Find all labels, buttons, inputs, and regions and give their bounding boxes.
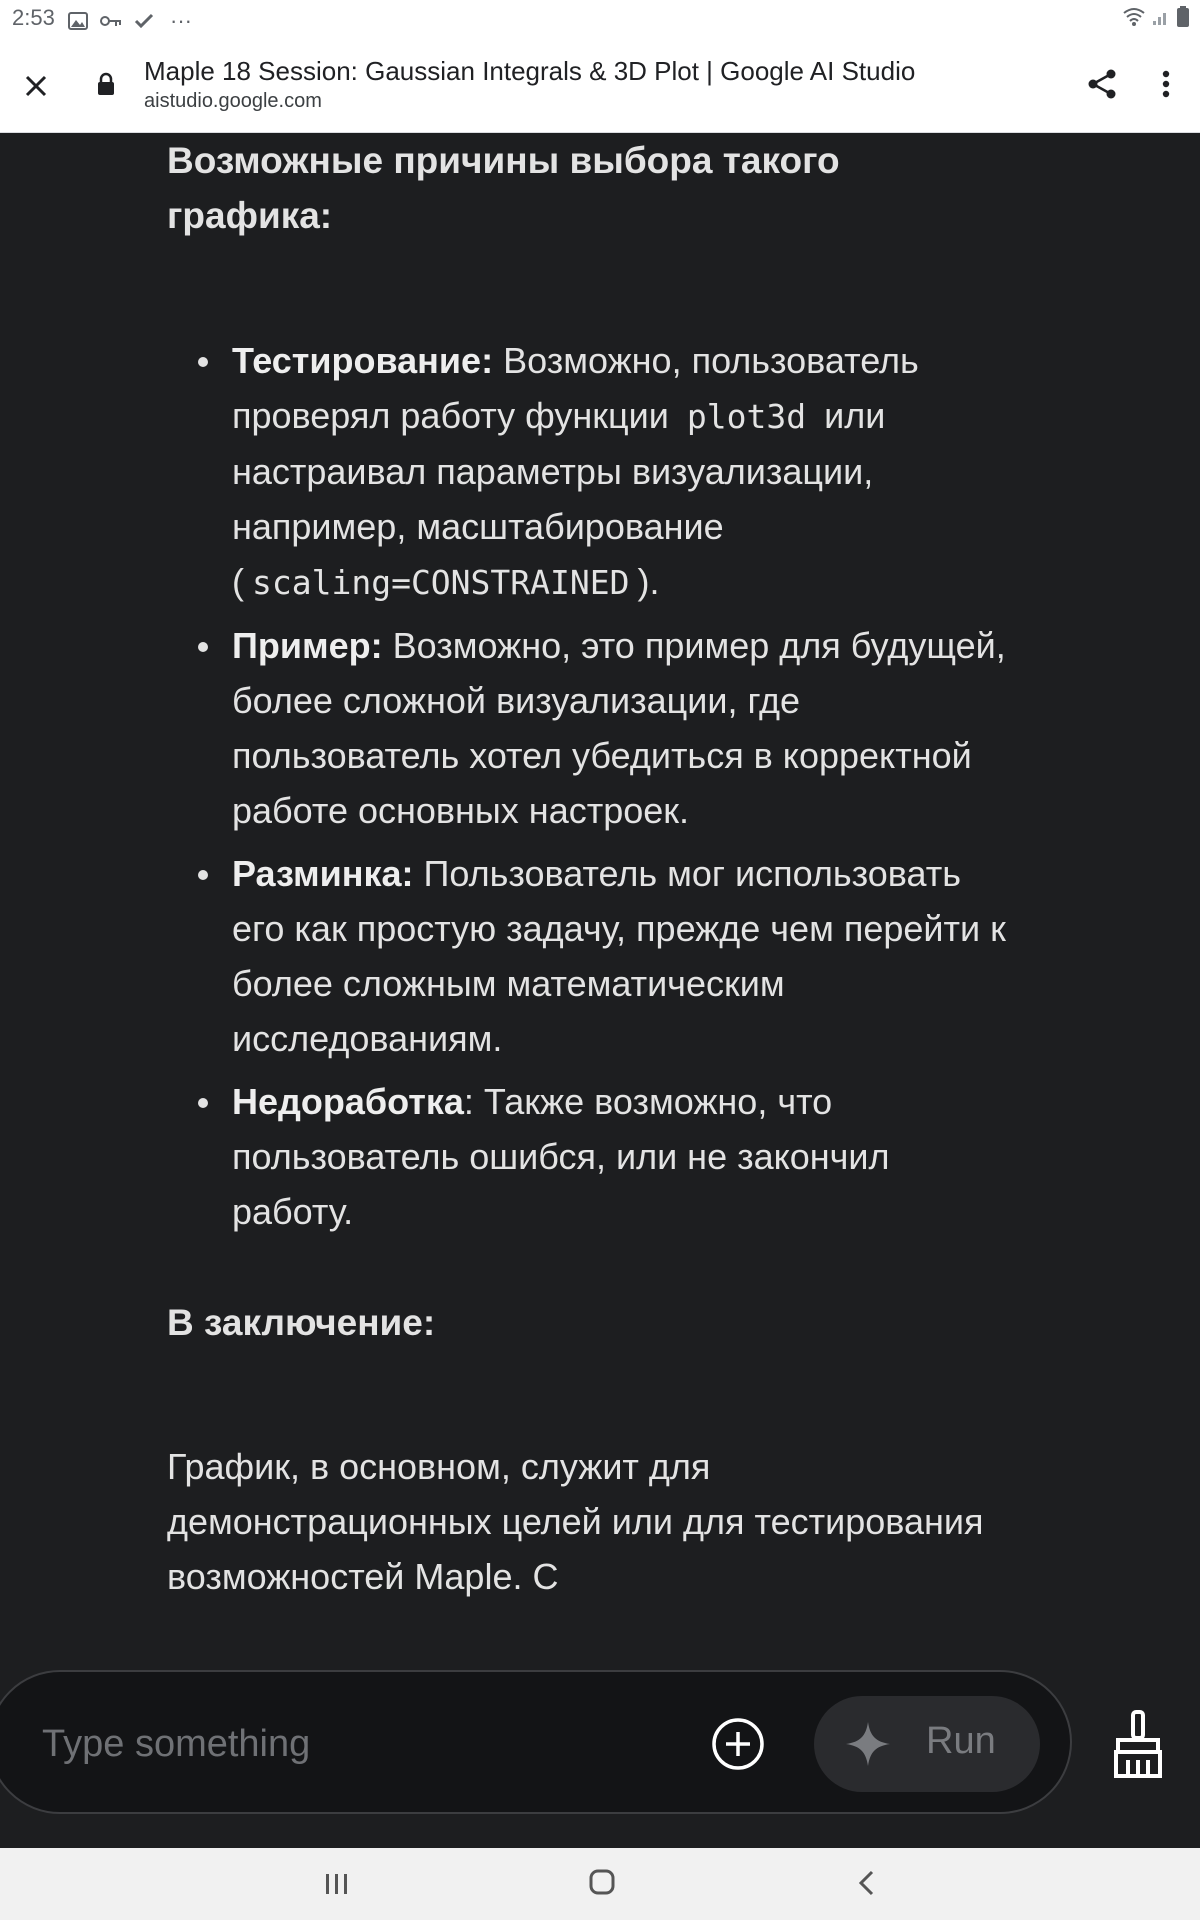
run-button-label: Run: [926, 1720, 996, 1762]
share-button[interactable]: [1082, 64, 1122, 104]
recent-apps-button[interactable]: [322, 1872, 352, 1896]
list-item-text: Возможно, пользователь проверял работу функции: [232, 340, 919, 436]
list-item-text: Пользователь мог использовать его как простую задачу, прежде чем перейти к более сложным математическим исследованиям.: [232, 853, 1006, 1059]
battery-icon: [1176, 6, 1190, 33]
list-item: [232, 1074, 1012, 1239]
run-button[interactable]: [814, 1696, 1040, 1792]
more-dots-icon: ···: [170, 8, 192, 33]
list-item-text: Возможно, это пример для будущей, более сложной визуализации, где пользователь хотел убедиться в корректной работе основных настроек.: [232, 625, 1006, 831]
more-options-button[interactable]: [1146, 64, 1186, 104]
more-vert-icon: [1162, 70, 1170, 98]
back-icon: [856, 1868, 876, 1898]
home-icon: [588, 1868, 616, 1896]
close-icon: [24, 74, 48, 98]
inline-code: plot3d: [686, 397, 807, 436]
add-circle-icon: [711, 1717, 765, 1771]
home-button[interactable]: [588, 1868, 616, 1896]
inline-code: scaling=CONSTRAINED: [252, 563, 630, 602]
notification-icons: [68, 8, 192, 34]
add-media-button[interactable]: [710, 1716, 766, 1772]
system-nav-bar: [0, 1848, 1200, 1920]
reasons-list: [232, 333, 1012, 1247]
prompt-input[interactable]: [40, 1708, 664, 1780]
prompt-input-bar: [0, 1670, 1072, 1814]
list-item: [232, 846, 1012, 1066]
status-time: 2:53: [12, 5, 55, 30]
broom-icon: [1110, 1710, 1166, 1780]
system-icons: [1122, 6, 1190, 33]
wifi-icon: [1122, 7, 1146, 32]
key-icon: [100, 14, 122, 28]
close-button[interactable]: [16, 66, 56, 106]
list-item-text: ).: [637, 561, 660, 602]
heading-conclusion: В заключение:: [167, 1302, 436, 1343]
back-button[interactable]: [856, 1868, 876, 1898]
list-item-term: Пример:: [232, 625, 383, 666]
clear-chat-button[interactable]: [1110, 1710, 1170, 1780]
status-bar: [0, 0, 1200, 36]
page-url: aistudio.google.com: [144, 90, 322, 112]
signal-icon: [1152, 8, 1170, 31]
list-item-term: Тестирование:: [232, 340, 494, 381]
list-item-term: Разминка:: [232, 853, 414, 894]
share-icon: [1087, 68, 1117, 100]
check-icon: [134, 13, 154, 29]
lock-icon[interactable]: [96, 72, 120, 100]
list-item: [232, 618, 1012, 838]
image-icon: [68, 12, 88, 30]
list-item-text: : Также возможно, что пользователь ошибся, или не закончил работу.: [232, 1081, 890, 1232]
list-item: [232, 333, 1012, 610]
response-content: [0, 133, 1200, 1670]
conclusion-paragraph: График, в основном, служит для демонстрационных целей или для тестирования возможностей Maple. С: [167, 1446, 984, 1597]
sparkle-icon: [844, 1720, 892, 1768]
page-title: Maple 18 Session: Gaussian Integrals & 3D Plot | Google AI Studio: [144, 56, 916, 86]
custom-tab-toolbar: [0, 36, 1200, 133]
heading-reasons: Возможные причины выбора такого графика:: [167, 140, 840, 236]
recent-apps-icon: [322, 1872, 352, 1896]
list-item-text: или настраивал параметры визуализации, например, масштабирование (: [232, 395, 886, 602]
list-item-term: Недоработка: [232, 1081, 464, 1122]
